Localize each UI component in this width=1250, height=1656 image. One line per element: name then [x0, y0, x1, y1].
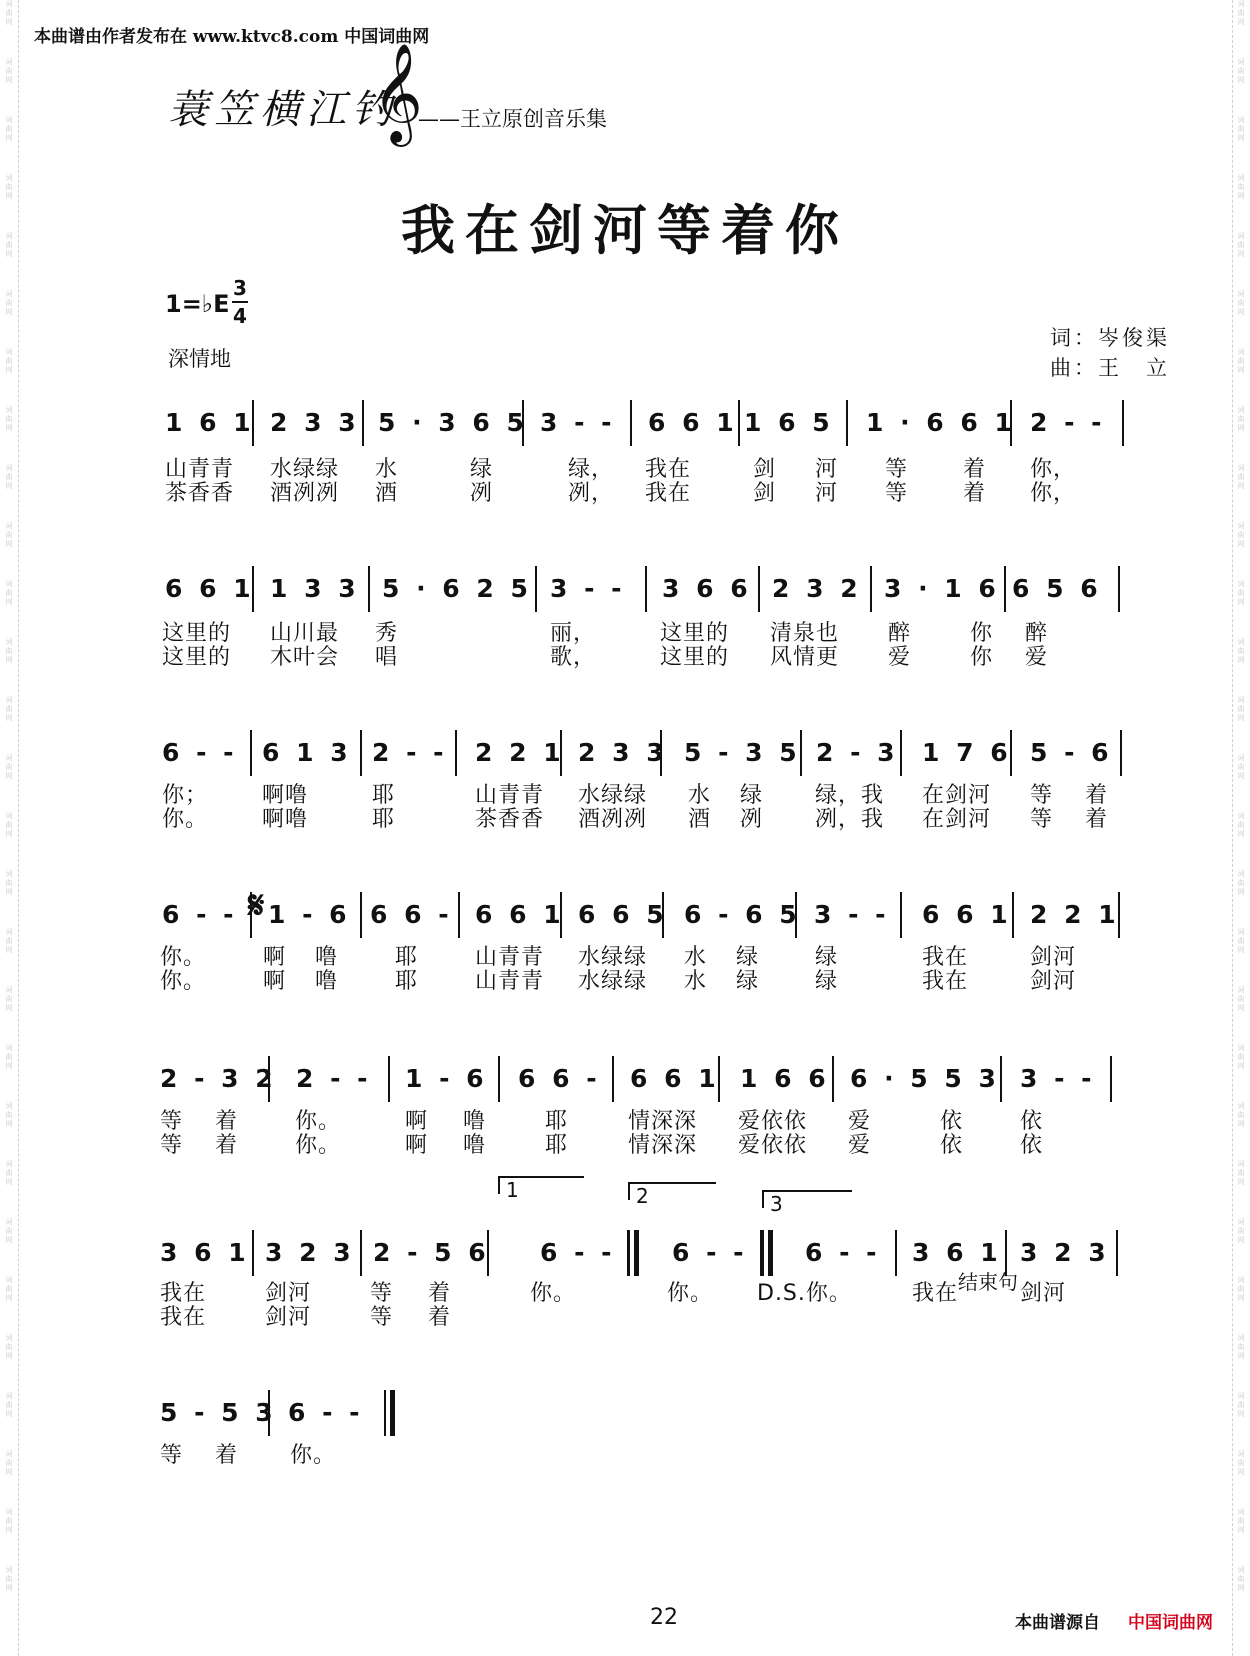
- bar-line: [1110, 1056, 1112, 1102]
- measure: 3 6 6: [662, 574, 752, 603]
- lyric-word: 啊噜: [262, 783, 309, 808]
- treble-clef-icon: 𝄞: [372, 43, 423, 143]
- lyric-word: 剑河: [1030, 969, 1077, 994]
- lyric-line-verse1: [0, 1438, 1250, 1468]
- lyric-word: 醉: [1025, 621, 1049, 646]
- bar-line: [1010, 730, 1012, 776]
- lyric-word: 你。: [162, 807, 209, 832]
- bar-line: [660, 730, 662, 776]
- lyric-word: 你，: [1030, 481, 1077, 506]
- measure: 2 - 5 6: [373, 1238, 490, 1267]
- lyric-word: 你。: [160, 945, 207, 970]
- measure: 2 2 1: [475, 738, 565, 767]
- lyric-word: 剑河: [265, 1305, 312, 1330]
- measure: 3 - -: [550, 574, 626, 603]
- measure: 6 5 6: [1012, 574, 1102, 603]
- lyric-word: 绿: [736, 945, 760, 970]
- bar-line: [645, 566, 647, 612]
- lyric-word: 风情更: [770, 645, 840, 670]
- lyric-word: 山青青: [475, 783, 545, 808]
- measure: 6 6 -: [370, 900, 453, 929]
- lyric-word: 绿: [740, 783, 764, 808]
- bar-line: [535, 566, 537, 612]
- lyric-word: 爱: [888, 645, 912, 670]
- lyric-word: 在剑河: [922, 807, 992, 832]
- lyric-word: 着: [1085, 807, 1109, 832]
- bar-line: [360, 892, 362, 938]
- lyric-word: 水绿绿: [578, 783, 648, 808]
- measure: 5 - 6: [1030, 738, 1113, 767]
- lyric-word: 绿: [736, 969, 760, 994]
- lyric-word: 噜: [463, 1109, 487, 1134]
- notation-row: [0, 730, 1250, 780]
- lyric-word: 这里的: [162, 621, 232, 646]
- lyric-word: 依: [940, 1133, 964, 1158]
- segno-icon: 𝄋: [248, 883, 265, 927]
- bar-line: [1012, 892, 1014, 938]
- measure: 6 - -: [162, 738, 238, 767]
- lyric-line-verse2: [0, 802, 1250, 832]
- measure: 3 - -: [1020, 1064, 1096, 1093]
- lyric-word: 你: [970, 621, 994, 646]
- lyric-word: 剑: [753, 481, 777, 506]
- lyric-word: 你，: [1030, 457, 1077, 482]
- measure: 1 - 6: [405, 1064, 488, 1093]
- lyric-word: 依: [1020, 1109, 1044, 1134]
- time-signature-divider: [232, 301, 248, 303]
- measure: 6 6 1: [922, 900, 1012, 929]
- bar-line: [360, 730, 362, 776]
- bar-line: [718, 1056, 720, 1102]
- bar-line: [758, 566, 760, 612]
- notation-row: [0, 892, 1250, 942]
- measure: 3 · 1 6: [884, 574, 1000, 603]
- measure: 6 - -: [540, 1238, 616, 1267]
- measure: 6 6 1: [165, 574, 255, 603]
- lyric-word: 啊: [263, 969, 287, 994]
- measure: 5 · 6 2 5: [382, 574, 532, 603]
- measure: 1 - 6: [268, 900, 351, 929]
- bar-line: [738, 400, 740, 446]
- lyric-word: 爱: [848, 1109, 872, 1134]
- bar-line: [846, 400, 848, 446]
- lyric-word: 醉: [888, 621, 912, 646]
- bar-line: [455, 730, 457, 776]
- measure: 1 · 6 6 1: [866, 408, 1016, 437]
- lyric-word: 我在: [922, 969, 969, 994]
- left-watermark-strip: 词 曲 网 词 曲 网 词 曲 网 词 曲 网 词 曲 网 词 曲 网 词 曲 网 词 曲 网 词 曲 网 词 曲 网 词 曲 网 词 曲 网 词 曲 网 词 曲 网 词 曲 网 词 曲 网 词 曲 网 词 曲 网 词 曲 网 词 曲 网 词 曲 网 词 曲 网 词 曲 网 词 曲 网 词 曲 网 词 曲 网 词 曲 网 词 曲 网: [5, 0, 13, 1592]
- lyric-word: 等: [160, 1133, 184, 1158]
- lyric-word: 爱: [848, 1133, 872, 1158]
- lyric-word: 剑河: [1020, 1281, 1067, 1306]
- bar-line: [1004, 566, 1006, 612]
- composer-credit: 曲：王 立: [1050, 356, 1170, 380]
- lyric-word: 爱: [1025, 645, 1049, 670]
- lyric-word: 山青青: [165, 457, 235, 482]
- lyric-word: 等: [160, 1109, 184, 1134]
- lyric-word: 耶: [545, 1133, 569, 1158]
- lyric-word: 水绿绿: [270, 457, 340, 482]
- bar-line: [870, 566, 872, 612]
- lyric-word: 这里的: [660, 645, 730, 670]
- measure: 2 3 2: [772, 574, 862, 603]
- repeat-bar-line: [628, 1230, 639, 1276]
- bar-line: [1000, 1056, 1002, 1102]
- measure: 1 6 6: [740, 1064, 830, 1093]
- bar-line: [522, 400, 524, 446]
- notation-row: [0, 1056, 1250, 1106]
- lyric-word: 绿，: [568, 457, 615, 482]
- measure: 2 - -: [1030, 408, 1106, 437]
- measure: 6 - -: [162, 900, 238, 929]
- key-signature: 1=♭E: [165, 290, 230, 318]
- bar-line: [250, 730, 252, 776]
- lyric-word: 着: [215, 1133, 239, 1158]
- lyric-word: 冽，我: [815, 807, 885, 832]
- final-bar-line: [384, 1390, 395, 1436]
- lyric-word: 爱依依: [738, 1109, 808, 1134]
- lyric-word: 我在: [912, 1281, 959, 1306]
- lyric-line-verse1: [0, 940, 1250, 970]
- lyric-word: 你。: [290, 1443, 337, 1468]
- bar-line: [368, 566, 370, 612]
- measure: 6 6 5: [578, 900, 668, 929]
- bar-line: [1118, 892, 1120, 938]
- lyric-word: 等: [160, 1443, 184, 1468]
- measure: 6 · 5 5 3: [850, 1064, 1000, 1093]
- bar-line: [268, 1056, 270, 1102]
- tempo-marking: 深情地: [168, 347, 231, 371]
- measure: 6 - -: [288, 1398, 364, 1427]
- lyric-word: 水: [684, 969, 708, 994]
- bar-line: [662, 892, 664, 938]
- footer-source-site[interactable]: 中国词曲网: [1128, 1613, 1213, 1633]
- measure: 1 3 3: [270, 574, 360, 603]
- lyric-word: 剑: [753, 457, 777, 482]
- measure: 6 - -: [672, 1238, 748, 1267]
- lyric-word: 水绿绿: [578, 969, 648, 994]
- volta-bracket: 2: [628, 1182, 716, 1200]
- measure: 1 6 1: [165, 408, 255, 437]
- lyric-word: 你；: [162, 783, 209, 808]
- measure: 2 - -: [296, 1064, 372, 1093]
- lyric-word: 啊: [405, 1109, 429, 1134]
- lyric-word: 酒冽冽: [270, 481, 340, 506]
- lyric-word: 耶: [395, 969, 419, 994]
- bar-line: [388, 1056, 390, 1102]
- lyric-word: 我在: [160, 1305, 207, 1330]
- lyric-line-verse1: [0, 452, 1250, 482]
- notation-row: [0, 400, 1250, 450]
- lyric-word: 你。: [160, 969, 207, 994]
- lyric-line-verse2: [0, 1300, 1250, 1330]
- bar-line: [560, 730, 562, 776]
- time-signature-denominator: 4: [233, 304, 247, 328]
- measure: 2 - 3 2: [160, 1064, 277, 1093]
- lyric-line-verse2: [0, 476, 1250, 506]
- lyric-word: 情深深: [628, 1109, 698, 1134]
- bar-line: [252, 400, 254, 446]
- lyric-word: 你。: [295, 1133, 342, 1158]
- lyric-word: 耶: [545, 1109, 569, 1134]
- lyric-word: 河: [815, 457, 839, 482]
- lyric-word: 等: [885, 457, 909, 482]
- measure: 5 - 5 3: [160, 1398, 277, 1427]
- lyric-word: 等: [1030, 783, 1054, 808]
- lyric-word: 酒冽冽: [578, 807, 648, 832]
- lyric-word: 等: [1030, 807, 1054, 832]
- lyric-word: 耶: [395, 945, 419, 970]
- lyric-word: 依: [940, 1109, 964, 1134]
- lyric-line-verse1: [0, 616, 1250, 646]
- bar-line: [795, 892, 797, 938]
- lyric-word: 情深深: [628, 1133, 698, 1158]
- bar-line: [1122, 400, 1124, 446]
- lyric-word: 着: [963, 481, 987, 506]
- collection-subtitle: ——王立原创音乐集: [418, 107, 607, 131]
- song-title: 我在剑河等着你: [401, 198, 849, 262]
- lyric-word: 绿，我: [815, 783, 885, 808]
- lyric-word: 着: [963, 457, 987, 482]
- lyric-line-verse2: [0, 640, 1250, 670]
- bar-line: [498, 1056, 500, 1102]
- bar-line: [612, 1056, 614, 1102]
- measure: 3 6 1: [912, 1238, 1002, 1267]
- lyric-word: 酒: [375, 481, 399, 506]
- volta-bracket: 3: [762, 1190, 852, 1208]
- bar-line: [1118, 566, 1120, 612]
- bar-line: [487, 1230, 489, 1276]
- lyric-word: 你。: [295, 1109, 342, 1134]
- lyric-word: 着: [1085, 783, 1109, 808]
- bar-line: [560, 892, 562, 938]
- lyric-word: 着: [428, 1305, 452, 1330]
- lyric-word: 山青青: [475, 945, 545, 970]
- measure: 3 - -: [814, 900, 890, 929]
- notation-row: [0, 1230, 1250, 1280]
- bar-line: [268, 1390, 270, 1436]
- lyric-line-verse2: [0, 1128, 1250, 1158]
- bar-line: [252, 566, 254, 612]
- lyric-word: 着: [215, 1109, 239, 1134]
- measure: 5 - 3 5: [684, 738, 801, 767]
- volta-bracket: 1: [498, 1176, 584, 1194]
- bar-line: [458, 892, 460, 938]
- measure: 6 1 3: [262, 738, 352, 767]
- bar-line: [630, 400, 632, 446]
- lyric-word: 等: [885, 481, 909, 506]
- bar-line: [252, 1230, 254, 1276]
- lyric-word: 啊: [405, 1133, 429, 1158]
- lyric-word: 水: [375, 457, 399, 482]
- lyric-word: 噜: [315, 945, 339, 970]
- lyric-word: 耶: [372, 783, 396, 808]
- lyric-word: 我在: [645, 481, 692, 506]
- bar-line: [832, 1056, 834, 1102]
- lyric-line-verse1: [0, 778, 1250, 808]
- right-watermark-strip: 词 曲 网 词 曲 网 词 曲 网 词 曲 网 词 曲 网 词 曲 网 词 曲 网 词 曲 网 词 曲 网 词 曲 网 词 曲 网 词 曲 网 词 曲 网 词 曲 网 词 曲 网 词 曲 网 词 曲 网 词 曲 网 词 曲 网 词 曲 网 词 曲 网 词 曲 网 词 曲 网 词 曲 网 词 曲 网 词 曲 网 词 曲 网 词 曲 网: [1237, 0, 1245, 1592]
- lyric-word: 等: [370, 1281, 394, 1306]
- measure: 3 - -: [540, 408, 616, 437]
- lyric-word: 茶香香: [165, 481, 235, 506]
- lyric-word: D.S.你。: [757, 1281, 852, 1306]
- lyric-word: 绿: [815, 945, 839, 970]
- measure: 2 - 3: [816, 738, 899, 767]
- measure: 3 2 3: [265, 1238, 355, 1267]
- lyric-line-verse2: [0, 964, 1250, 994]
- measure: 6 6 1: [648, 408, 738, 437]
- lyric-word: 等: [370, 1305, 394, 1330]
- bar-line: [1010, 400, 1012, 446]
- lyric-word: 冽，: [568, 481, 615, 506]
- notation-row: [0, 1390, 1250, 1440]
- lyric-word: 秀: [375, 621, 399, 646]
- lyric-word: 啊噜: [262, 807, 309, 832]
- measure: 5 · 3 6 5: [378, 408, 528, 437]
- measure: 3 6 1: [160, 1238, 250, 1267]
- measure: 6 - 6 5: [684, 900, 801, 929]
- measure: 2 2 1: [1030, 900, 1120, 929]
- lyric-word: 剑河: [265, 1281, 312, 1306]
- lyric-word: 爱依依: [738, 1133, 808, 1158]
- lyric-word: 茶香香: [475, 807, 545, 832]
- bar-line: [362, 400, 364, 446]
- lyric-word: 木叶会: [270, 645, 340, 670]
- lyric-word: 你。: [667, 1281, 714, 1306]
- lyric-word: 我在: [160, 1281, 207, 1306]
- bar-line: [900, 730, 902, 776]
- lyric-word: 唱: [375, 645, 399, 670]
- lyric-word: 噜: [315, 969, 339, 994]
- lyric-line-verse1: [0, 1276, 1250, 1306]
- repeat-bar-line: [762, 1230, 773, 1276]
- lyric-word: 水: [688, 783, 712, 808]
- time-signature-numerator: 3: [233, 276, 247, 300]
- measure: 2 - -: [372, 738, 448, 767]
- measure: 1 7 6: [922, 738, 1012, 767]
- lyric-word: 冽: [470, 481, 494, 506]
- lyric-word: 山青青: [475, 969, 545, 994]
- bar-line: [1116, 1230, 1118, 1276]
- lyric-word: 这里的: [660, 621, 730, 646]
- lyric-word: 你。: [530, 1281, 577, 1306]
- lyric-word: 耶: [372, 807, 396, 832]
- lyric-word: 在剑河: [922, 783, 992, 808]
- lyric-word: 噜: [463, 1133, 487, 1158]
- lyric-word: 你: [970, 645, 994, 670]
- notation-row: [0, 566, 1250, 616]
- lyric-word: 这里的: [162, 645, 232, 670]
- lyric-word: 水绿绿: [578, 945, 648, 970]
- lyric-word: 酒: [688, 807, 712, 832]
- lyric-word: 着: [428, 1281, 452, 1306]
- footer-source-label: 本曲谱源自: [1015, 1613, 1100, 1633]
- measure: 2 3 3: [578, 738, 668, 767]
- lyric-word: 我在: [922, 945, 969, 970]
- page-number: 22: [650, 1605, 678, 1630]
- lyric-word: 丽，: [550, 621, 597, 646]
- lyric-line-verse1: [0, 1104, 1250, 1134]
- top-source-note: 本曲谱由作者发布在 www.ktvc8.com 中国词曲网: [34, 27, 430, 47]
- lyric-word: 山川最: [270, 621, 340, 646]
- bar-line: [360, 1230, 362, 1276]
- lyricist-credit: 词：岑俊渠: [1050, 326, 1170, 350]
- measure: 6 - -: [805, 1238, 881, 1267]
- lyric-word: 剑河: [1030, 945, 1077, 970]
- lyric-word: 啊: [263, 945, 287, 970]
- lyric-word: 冽: [740, 807, 764, 832]
- lyric-word: 河: [815, 481, 839, 506]
- measure: 6 6 1: [475, 900, 565, 929]
- lyric-word: 清泉也: [770, 621, 840, 646]
- measure: 6 6 1: [630, 1064, 720, 1093]
- bar-line: [900, 892, 902, 938]
- lyric-word: 水: [684, 945, 708, 970]
- lyric-word: 绿: [470, 457, 494, 482]
- ending-label: 结束句: [958, 1270, 1018, 1294]
- measure: 2 3 3: [270, 408, 360, 437]
- bar-line: [895, 1230, 897, 1276]
- measure: 3 2 3: [1020, 1238, 1110, 1267]
- bar-line: [1120, 730, 1122, 776]
- bar-line: [800, 730, 802, 776]
- lyric-word: 歌，: [550, 645, 597, 670]
- time-signature: [232, 277, 248, 327]
- lyric-word: 绿: [815, 969, 839, 994]
- collection-title: 蓑笠横江钓: [168, 87, 398, 133]
- measure: 6 6 -: [518, 1064, 601, 1093]
- lyric-word: 依: [1020, 1133, 1044, 1158]
- lyric-word: 着: [215, 1443, 239, 1468]
- measure: 1 6 5: [744, 408, 834, 437]
- lyric-word: 我在: [645, 457, 692, 482]
